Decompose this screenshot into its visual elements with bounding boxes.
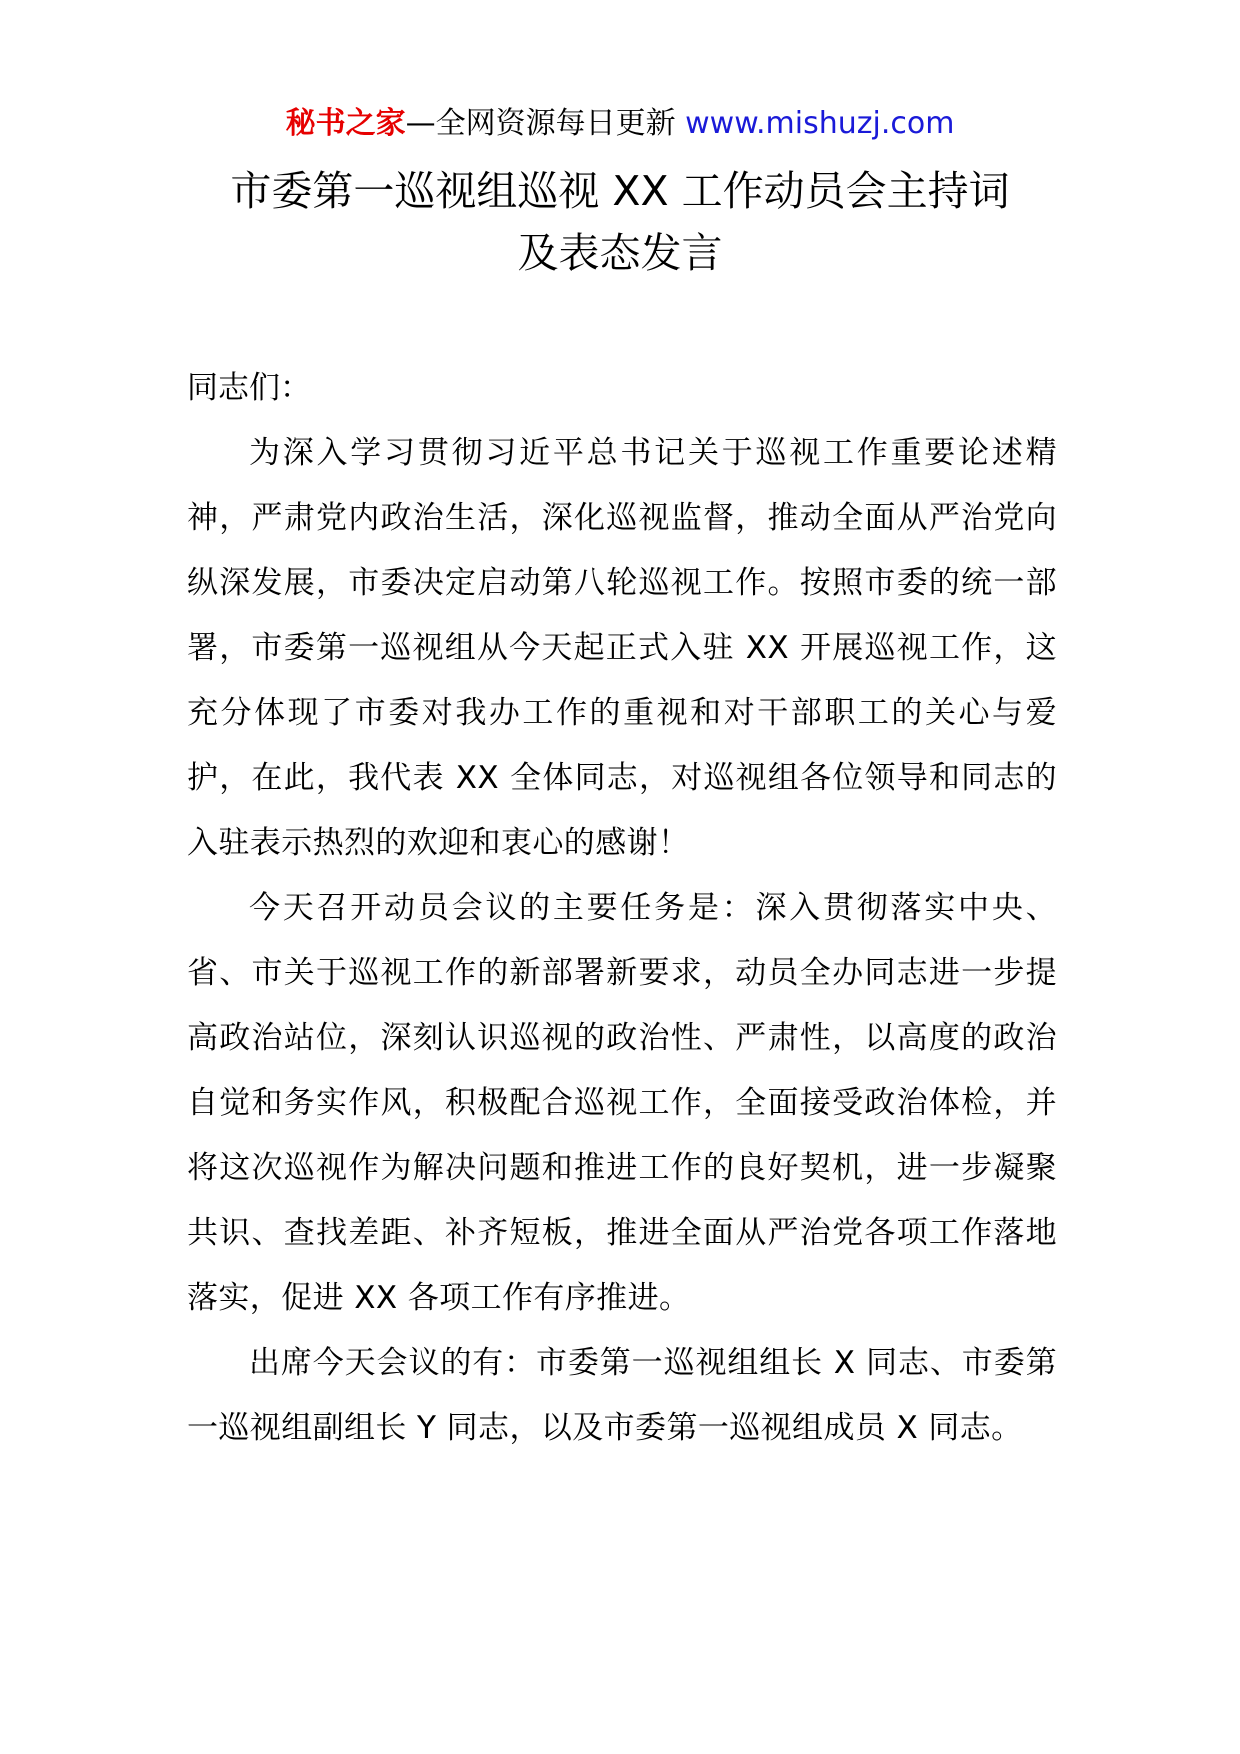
header-tagline: —全网资源每日更新 [405, 106, 686, 141]
body-paragraph-3: 出席今天会议的有：市委第一巡视组组长 X 同志、市委第一巡视组副组长 Y 同志，以及市委第一巡视组成员 X 同志。 [187, 1345, 1057, 1446]
site-url-link[interactable]: www.mishuzj.com [685, 106, 955, 141]
body-paragraph-2: 今天召开动员会议的主要任务是：深入贯彻落实中央、省、市关于巡视工作的新部署新要求，动员全办同志进一步提高政治站位，深刻认识巡视的政治性、严肃性，以高度的政治自觉和务实作风，积极配合巡视工作，全面接受政治体检，并将这次巡视作为解决问题和推进工作的良好契机，进一步凝聚共识、查找差距、补齐短板，推进全面从严治党各项工作落地落实，促进 XX 各项工作有序推进。 [187, 890, 1057, 1316]
document-title [150, 160, 1090, 284]
site-header [0, 104, 1240, 144]
body-paragraph-1: 为深入学习贯彻习近平总书记关于巡视工作重要论述精神，严肃党内政治生活，深化巡视监督，推动全面从严治党向纵深发展，市委决定启动第八轮巡视工作。按照市委的统一部署，市委第一巡视组从今天起正式入驻 XX 开展巡视工作，这充分体现了市委对我办工作的重视和对干部职工的关心与爱护，在此，我代表 XX 全体同志，对巡视组各位领导和同志的入驻表示热烈的欢迎和衷心的感谢！ [187, 435, 1057, 861]
salutation: 同志们： [187, 370, 311, 406]
document-title-line-1: 市委第一巡视组巡视 XX 工作动员会主持词 [230, 167, 1010, 215]
document-body [187, 356, 1057, 1461]
brand-name: 秘书之家 [285, 106, 406, 141]
document-title-line-2: 及表态发言 [517, 229, 723, 277]
